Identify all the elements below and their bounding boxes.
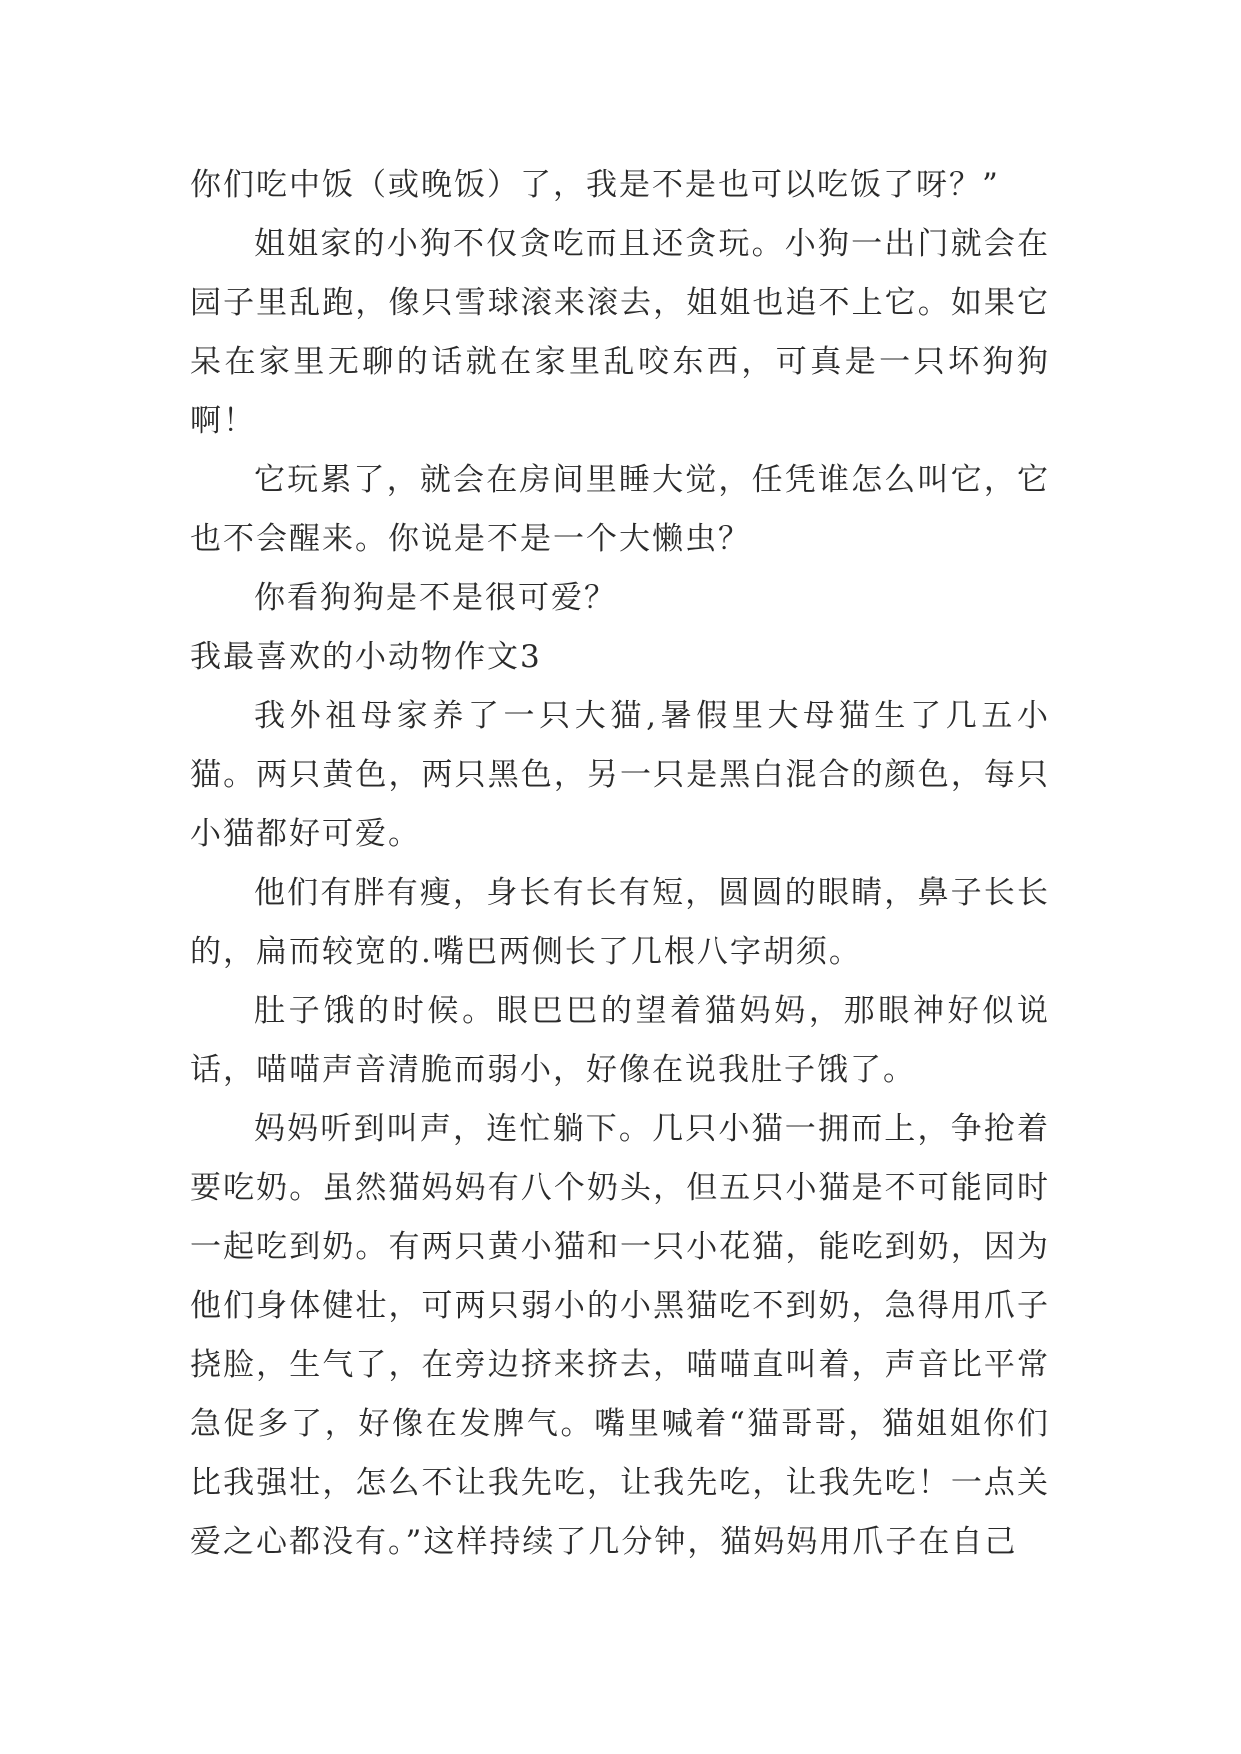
paragraph: 姐姐家的小狗不仅贪吃而且还贪玩。小狗一出门就会在园子里乱跑，像只雪球滚来滚去，姐姐也追不上它。如果它呆在家里无聊的话就在家里乱咬东西，可真是一只坏狗狗啊！ [190, 226, 1050, 439]
paragraph: 我外祖母家养了一只大猫,暑假里大母猫生了几五小猫。两只黄色，两只黑色，另一只是黑白混合的颜色，每只小猫都好可爱。 [190, 698, 1050, 852]
paragraph: 它玩累了，就会在房间里睡大觉，任凭谁怎么叫它，它也不会醒来。你说是不是一个大懒虫？ [190, 462, 1050, 557]
paragraph: 妈妈听到叫声，连忙躺下。几只小猫一拥而上，争抢着要吃奶。虽然猫妈妈有八个奶头，但五只小猫是不可能同时一起吃到奶。有两只黄小猫和一只小花猫，能吃到奶，因为他们身体健壮，可两只弱小的小黑猫吃不到奶，急得用爪子挠脸，生气了，在旁边挤来挤去，喵喵直叫着，声音比平常急促多了，好像在发脾气。嘴里喊着“猫哥哥，猫姐姐你们比我强壮，怎么不让我先吃，让我先吃，让我先吃！一点关爱之心都没有。”这样持续了几分钟，猫妈妈用爪子在自己 [190, 1111, 1050, 1560]
paragraph: 他们有胖有瘦，身长有长有短，圆圆的眼睛，鼻子长长的，扁而较宽的.嘴巴两侧长了几根八字胡须。 [190, 875, 1050, 970]
paragraph: 肚子饿的时候。眼巴巴的望着猫妈妈，那眼神好似说话，喵喵声音清脆而弱小，好像在说我肚子饿了。 [190, 993, 1050, 1088]
section-heading: 我最喜欢的小动物作文3 [190, 639, 542, 675]
document-body [190, 156, 1050, 1572]
paragraph: 你看狗狗是不是很可爱？ [254, 580, 617, 616]
paragraph: 你们吃中饭（或晚饭）了，我是不是也可以吃饭了呀？” [190, 167, 1000, 203]
